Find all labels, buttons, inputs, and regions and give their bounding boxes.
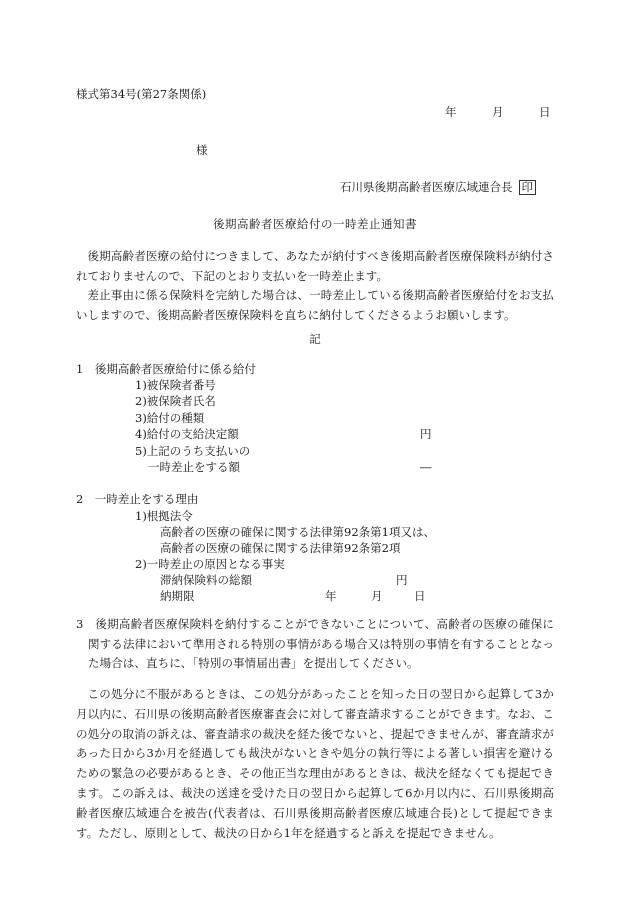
document-title: 後期高齢者医療給付の一時差止通知書 bbox=[213, 217, 417, 231]
section3-text: 3 後期高齢者医療保険料を納付することができないことについて、高齢者の医療の確保に関する法律において準用される特別の事情がある場合又は特別の事情を有することとなった場合は、直ちに、「特別の事情届出書」を提出してください。 bbox=[76, 617, 554, 670]
ki-heading: 記 bbox=[309, 332, 321, 346]
suspended-amount-label-1: 5)上記のうち支払いの bbox=[135, 444, 251, 458]
cause-fact-label: 2)一時差止の原因となる事実 bbox=[135, 557, 285, 571]
issuer-line bbox=[340, 179, 536, 195]
legal-basis-label: 1)根拠法令 bbox=[135, 509, 193, 523]
arrears-total-unit: 円 bbox=[396, 573, 408, 587]
benefit-amount-unit: 円 bbox=[420, 427, 432, 441]
due-date-month: 月 bbox=[371, 589, 383, 603]
benefit-amount-label: 4)給付の支給決定額 bbox=[135, 427, 239, 441]
date-day-label: 日 bbox=[539, 105, 551, 119]
due-date-label: 納期限 bbox=[160, 589, 195, 603]
issuer-name: 石川県後期高齢者医療広域連合長 bbox=[340, 180, 513, 194]
intro-paragraph-1: 後期高齢者医療の給付につきまして、あなたが納付すべき後期高齢者医療保険料が納付されておりませんので、下記のとおり支払いを一時差止ます。 bbox=[76, 249, 554, 283]
benefit-type-label: 3)給付の種類 bbox=[135, 411, 205, 425]
section1-heading: 1 後期高齢者医療給付に係る給付 bbox=[76, 362, 256, 376]
insured-number-label: 1)被保険者番号 bbox=[135, 378, 216, 392]
section2-heading: 2 一時差止をする理由 bbox=[76, 492, 199, 506]
law-reference-2: 高齢者の医療の確保に関する法律第92条第2項 bbox=[160, 541, 401, 555]
insured-name-label: 2)被保険者氏名 bbox=[135, 394, 216, 408]
form-number: 様式第34号(第27条関係) bbox=[76, 87, 207, 101]
seal-mark: 印 bbox=[519, 180, 537, 195]
law-reference-1: 高齢者の医療の確保に関する法律第92条第1項又は、 bbox=[160, 525, 435, 539]
addressee-suffix: 様 bbox=[196, 143, 208, 157]
arrears-total-label: 滞納保険料の総額 bbox=[160, 573, 252, 587]
intro-paragraph-2: 差止事由に係る保険料を完納した場合は、一時差止している後期高齢者医療給付をお支払いしますので、後期高齢者医療保険料を直ちに納付してくださるようお願いします。 bbox=[76, 288, 554, 322]
suspended-amount-label-2: 一時差止をする額 bbox=[148, 460, 240, 474]
due-date-year: 年 bbox=[325, 589, 337, 603]
date-month-label: 月 bbox=[492, 105, 504, 119]
suspended-amount-dash: ― bbox=[420, 460, 432, 474]
appeal-notice: この処分に不服があるときは、この処分があったことを知った日の翌日から起算して3か月以内に、石川県の後期高齢者医療審査会に対して審査請求することができます。なお、この処分の取消の訴えは、審査請求の裁決を経た後でないと、提起できませんが、審査請求があった日から3か月を経過しても裁決がないときや処分の執行等による著しい損害を避けるための緊急の必要があるとき、その他正当な理由があるときは、裁決を経なくても提起できます。この訴えは、裁決の送達を受けた日の翌日から起算して6か月以内に、石川県後期高齢者医療広域連合を被告(代表者は、石川県後期高齢者医療広域連合長)として提起できます。ただし、原則として、裁決の日から1年を経過すると訴えを提起できません。 bbox=[76, 687, 554, 840]
date-year-label: 年 bbox=[445, 105, 457, 119]
due-date-day: 日 bbox=[414, 589, 426, 603]
